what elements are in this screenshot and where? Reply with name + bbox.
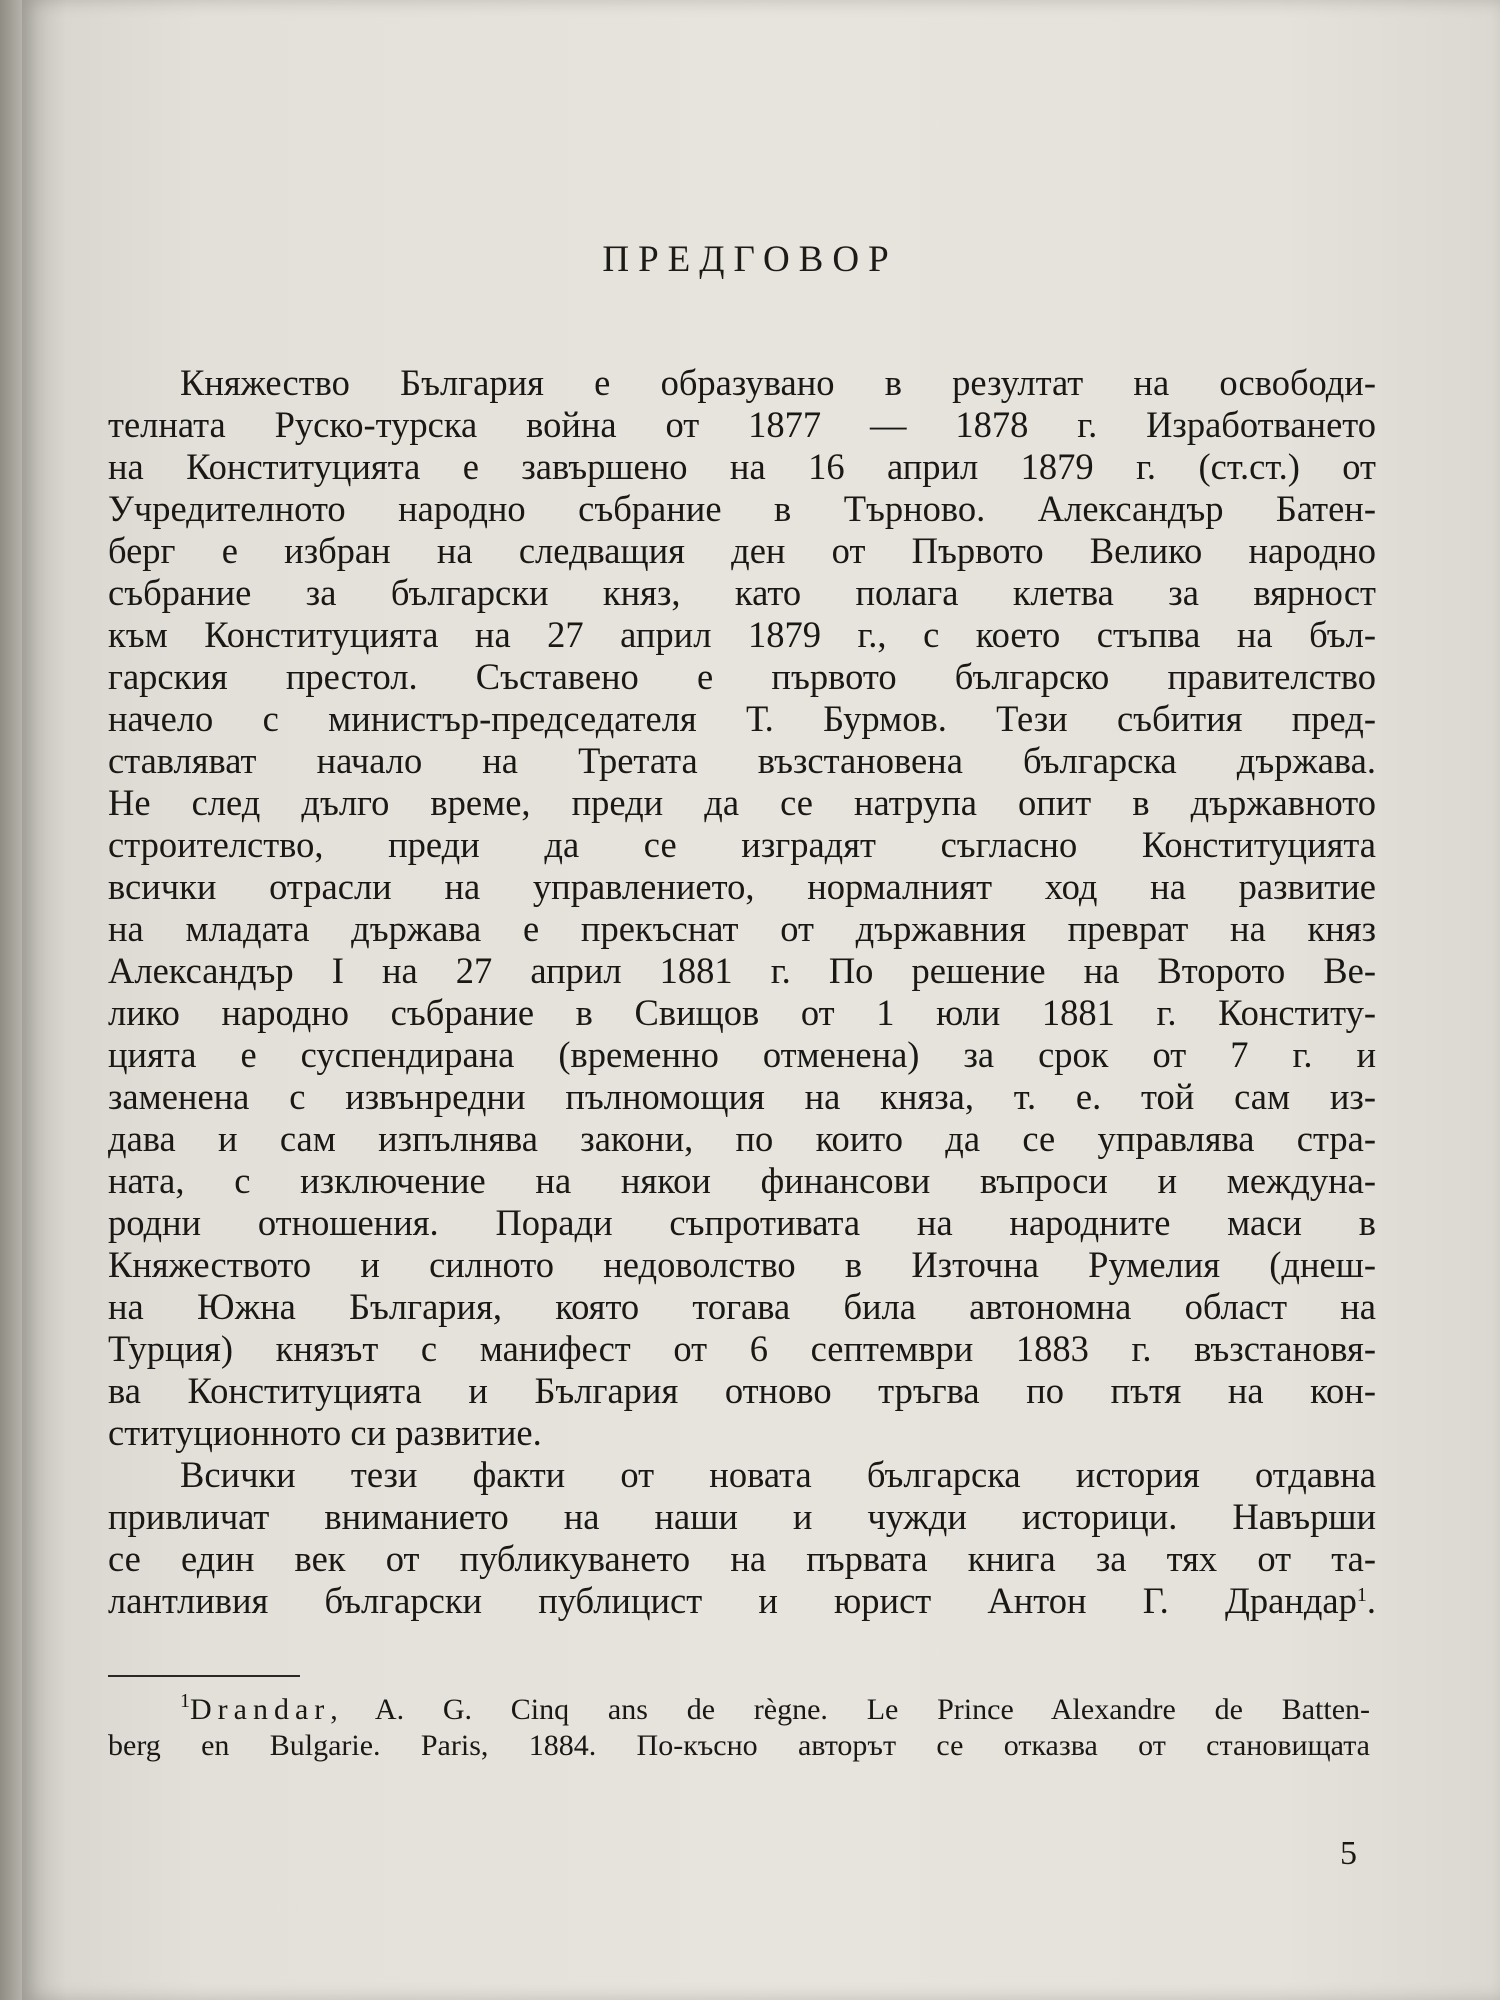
text-line: ституционното си развитие.	[108, 1412, 542, 1453]
text-line: ната, с изключение на някои финансови въпроси и междуна-	[108, 1160, 1376, 1201]
text-line: Княжеството и силното недоволство в Източна Румелия (днеш-	[108, 1244, 1376, 1285]
page-heading: ПРЕДГОВОР	[602, 239, 898, 280]
text-line: привличат вниманието на наши и чужди историци. Навърши	[108, 1496, 1376, 1537]
text-line: Княжество България е образувано в резултат на освободи-	[180, 362, 1376, 403]
text-line: начело с министър-председателя Т. Бурмов. Тези събития пред-	[108, 698, 1376, 739]
text-line: към Конституцията на 27 април 1879 г., с което стъпва на бъл-	[108, 614, 1376, 655]
text-line-with-footnote	[108, 1580, 1376, 1622]
text-line: берг е избран на следващия ден от Първото Велико народно	[108, 530, 1376, 571]
footnote-divider	[108, 1675, 300, 1677]
text-line: събрание за български княз, като полага клетва за вярност	[108, 572, 1376, 613]
paragraph-2	[108, 1454, 1376, 1622]
page-number: 5	[1340, 1835, 1357, 1872]
text-line: ставляват начало на Третата възстановена българска държава.	[108, 740, 1376, 781]
text-line: Турция) князът с манифест от 6 септември 1883 г. възстановя-	[108, 1328, 1376, 1369]
footnote-reference: 1	[1356, 1584, 1367, 1606]
text-line: на Южна България, която тогава била автономна област на	[108, 1286, 1376, 1327]
text-line: гарския престол. Съставено е първото българско правителство	[108, 656, 1376, 697]
text-line: родни отношения. Поради съпротивата на народните маси в	[108, 1202, 1376, 1243]
paragraph-1	[108, 362, 1376, 1454]
text-line: всички отрасли на управлението, нормалният ход на развитие	[108, 866, 1376, 907]
text-line: лико народно събрание в Свищов от 1 юли 1881 г. Конститу-	[108, 992, 1376, 1033]
text-line: дава и сам изпълнява закони, по които да се управлява стра-	[108, 1118, 1376, 1159]
text-line: цията е суспендирана (временно отменена) за срок от 7 г. и	[108, 1034, 1376, 1075]
text-line: заменена с извънредни пълномощия на княза, т. е. той сам из-	[108, 1076, 1376, 1117]
text-line: лантливия български публицист и юрист Антон Г. Драндар	[108, 1580, 1357, 1621]
text-line: на младата държава е прекъснат от държавния преврат на княз	[108, 908, 1376, 949]
text-line: Всички тези факти от новата българска история отдавна	[180, 1454, 1376, 1495]
line-end-punctuation: .	[1366, 1580, 1376, 1621]
text-line: строителство, преди да се изградят съгласно Конституцията	[108, 824, 1376, 865]
text-line: на Конституцията е завършено на 16 април 1879 г. (ст.ст.) от	[108, 446, 1376, 487]
text-line: Учредителното народно събрание в Търново. Александър Батен-	[108, 488, 1376, 529]
footnote	[108, 1692, 1370, 1764]
body-text	[108, 362, 1376, 1622]
text-line: телната Руско-турска война от 1877 — 1878 г. Изработването	[108, 404, 1376, 445]
footnote-marker: 1	[180, 1690, 190, 1712]
text-line: Александър I на 27 април 1881 г. По решение на Второто Ве-	[108, 950, 1376, 991]
footnote-author: Drandar	[190, 1693, 331, 1726]
footnote-line	[108, 1692, 1370, 1728]
text-line: ва Конституцията и България отново тръгва по пътя на кон-	[108, 1370, 1376, 1411]
text-line: се един век от публикуването на първата книга за тях от та-	[108, 1538, 1376, 1579]
footnote-citation: , A. G. Cinq ans de règne. Le Prince Alexandre de Batten-	[330, 1693, 1370, 1726]
book-spine-shadow	[0, 0, 24, 2000]
text-line: Не след дълго време, преди да се натрупа опит в държавното	[108, 782, 1376, 823]
footnote-line: berg en Bulgarie. Paris, 1884. По-късно авторът се отказва от становищата	[108, 1729, 1370, 1762]
